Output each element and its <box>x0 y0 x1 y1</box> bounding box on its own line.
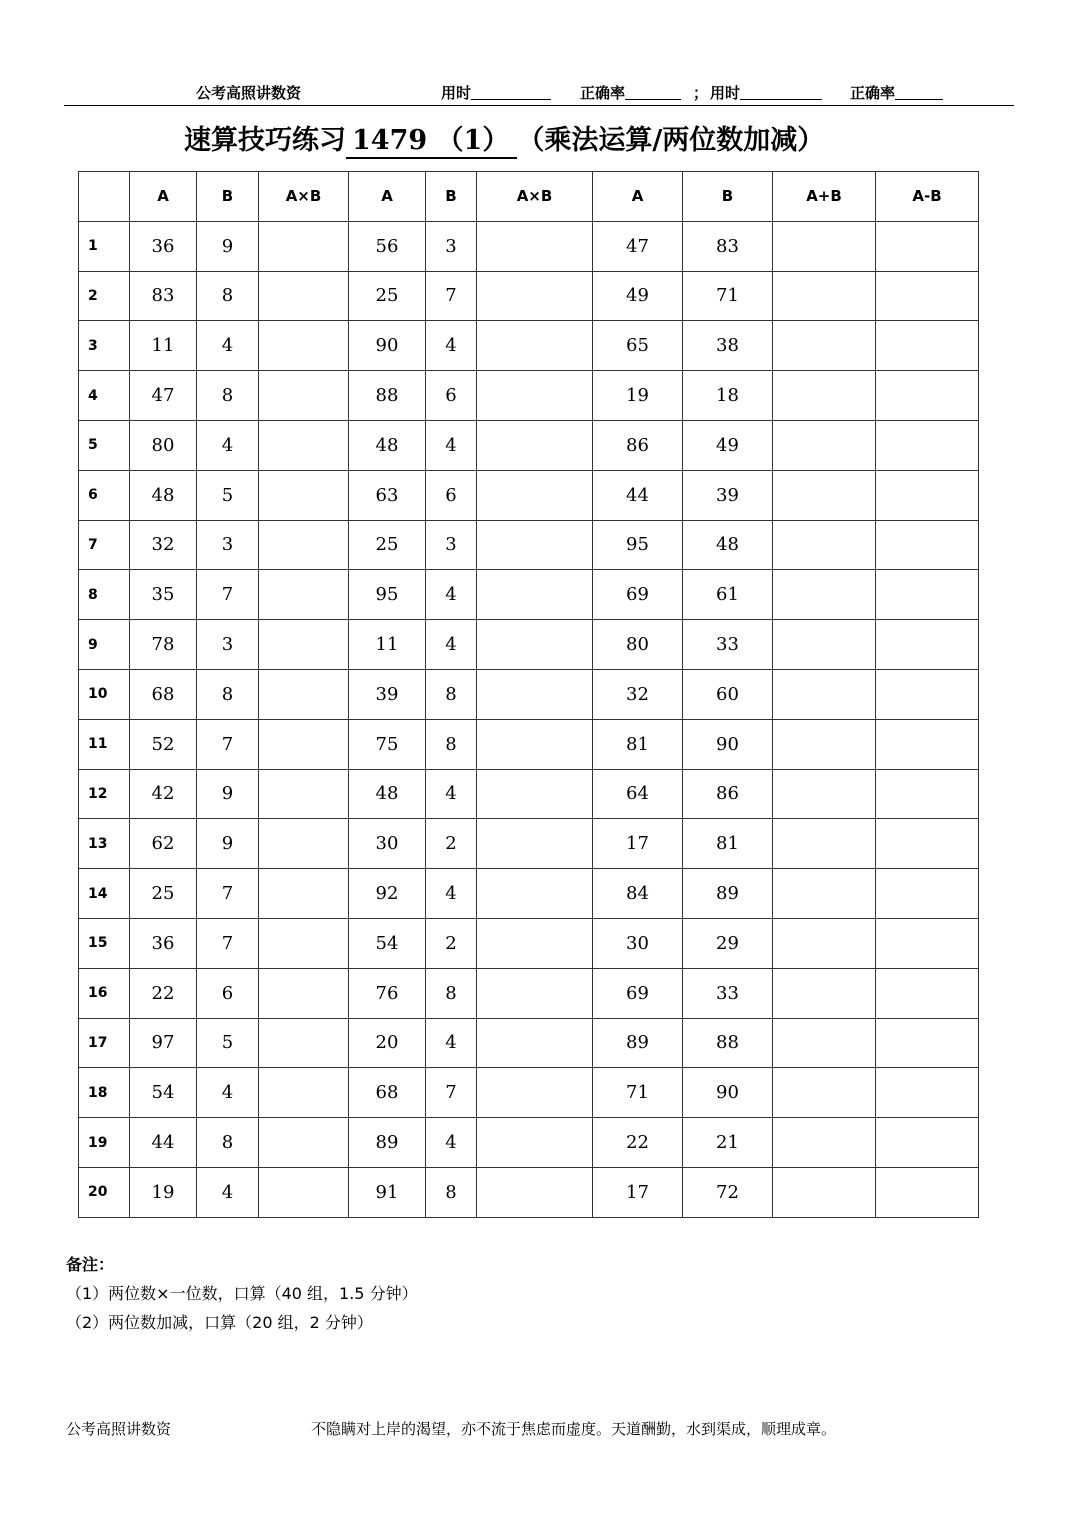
sum-answer-cell[interactable] <box>773 1167 876 1217</box>
header-divider <box>64 105 1014 106</box>
add-b-cell: 61 <box>683 570 773 620</box>
mul2-b-cell: 8 <box>426 669 477 719</box>
mul2-b-cell: 4 <box>426 769 477 819</box>
header-cell: A×B <box>259 172 349 222</box>
difference-answer-cell[interactable] <box>876 221 979 271</box>
add-a-cell: 65 <box>593 321 683 371</box>
title-suffix: （乘法运算/两位数加减） <box>517 125 825 156</box>
table-row <box>79 321 979 371</box>
time-blank-2 <box>740 85 822 100</box>
mul1-b-cell: 4 <box>197 420 259 470</box>
mul2-a-cell: 76 <box>349 968 426 1018</box>
sum-answer-cell[interactable] <box>773 1068 876 1118</box>
notes-line-1: （1）两位数×一位数，口算（40 组，1.5 分钟） <box>66 1284 418 1303</box>
sum-answer-cell[interactable] <box>773 620 876 670</box>
mul2-answer-cell[interactable] <box>477 371 593 421</box>
row-index: 16 <box>79 968 130 1018</box>
mul2-b-cell: 3 <box>426 221 477 271</box>
mul1-a-cell: 36 <box>130 918 197 968</box>
mul2-answer-cell[interactable] <box>477 669 593 719</box>
accuracy-label-1: 正确率 <box>580 84 626 102</box>
title-number: 1479 （1） <box>346 118 517 159</box>
notes-line-2: （2）两位数加减，口算（20 组，2 分钟） <box>66 1313 373 1332</box>
mul1-b-cell: 7 <box>197 719 259 769</box>
add-a-cell: 19 <box>593 371 683 421</box>
mul1-a-cell: 78 <box>130 620 197 670</box>
mul2-b-cell: 4 <box>426 420 477 470</box>
mul2-a-cell: 92 <box>349 869 426 919</box>
mul1-answer-cell[interactable] <box>259 1167 349 1217</box>
mul2-answer-cell[interactable] <box>477 620 593 670</box>
mul2-answer-cell[interactable] <box>477 271 593 321</box>
row-index: 18 <box>79 1068 130 1118</box>
add-b-cell: 88 <box>683 1018 773 1068</box>
sum-answer-cell[interactable] <box>773 321 876 371</box>
mul2-a-cell: 20 <box>349 1018 426 1068</box>
sum-answer-cell[interactable] <box>773 520 876 570</box>
mul2-answer-cell[interactable] <box>477 719 593 769</box>
table-header-row <box>79 172 979 222</box>
table-row <box>79 1118 979 1168</box>
difference-answer-cell[interactable] <box>876 371 979 421</box>
table-row <box>79 968 979 1018</box>
sum-answer-cell[interactable] <box>773 470 876 520</box>
mul1-b-cell: 7 <box>197 918 259 968</box>
table-row <box>79 371 979 421</box>
add-b-cell: 39 <box>683 470 773 520</box>
mul2-answer-cell[interactable] <box>477 1068 593 1118</box>
table-row <box>79 570 979 620</box>
row-index: 13 <box>79 819 130 869</box>
practice-table <box>78 171 979 1218</box>
mul2-b-cell: 4 <box>426 869 477 919</box>
mul2-b-cell: 7 <box>426 1068 477 1118</box>
table-body <box>79 221 979 1217</box>
mul1-b-cell: 8 <box>197 371 259 421</box>
mul1-a-cell: 68 <box>130 669 197 719</box>
add-a-cell: 64 <box>593 769 683 819</box>
mul2-answer-cell[interactable] <box>477 1167 593 1217</box>
mul2-a-cell: 75 <box>349 719 426 769</box>
accuracy-field-2 <box>850 82 943 103</box>
difference-answer-cell[interactable] <box>876 669 979 719</box>
difference-answer-cell[interactable] <box>876 570 979 620</box>
mul2-answer-cell[interactable] <box>477 1018 593 1068</box>
mul1-b-cell: 3 <box>197 520 259 570</box>
mul1-answer-cell[interactable] <box>259 968 349 1018</box>
mul1-b-cell: 9 <box>197 769 259 819</box>
add-b-cell: 49 <box>683 420 773 470</box>
row-index: 20 <box>79 1167 130 1217</box>
row-index: 4 <box>79 371 130 421</box>
mul2-a-cell: 48 <box>349 769 426 819</box>
add-a-cell: 22 <box>593 1118 683 1168</box>
add-a-cell: 17 <box>593 819 683 869</box>
mul1-a-cell: 83 <box>130 271 197 321</box>
mul2-b-cell: 3 <box>426 520 477 570</box>
mul2-b-cell: 8 <box>426 968 477 1018</box>
mul1-answer-cell[interactable] <box>259 470 349 520</box>
sum-answer-cell[interactable] <box>773 719 876 769</box>
notes-title: 备注： <box>66 1255 115 1274</box>
row-index: 9 <box>79 620 130 670</box>
mul2-b-cell: 4 <box>426 321 477 371</box>
difference-answer-cell[interactable] <box>876 1167 979 1217</box>
mul2-answer-cell[interactable] <box>477 520 593 570</box>
table-row <box>79 869 979 919</box>
mul2-b-cell: 4 <box>426 1018 477 1068</box>
sum-answer-cell[interactable] <box>773 271 876 321</box>
mul2-answer-cell[interactable] <box>477 420 593 470</box>
add-b-cell: 90 <box>683 719 773 769</box>
sum-answer-cell[interactable] <box>773 1118 876 1168</box>
row-index: 19 <box>79 1118 130 1168</box>
mul2-answer-cell[interactable] <box>477 968 593 1018</box>
add-b-cell: 29 <box>683 918 773 968</box>
mul2-answer-cell[interactable] <box>477 470 593 520</box>
difference-answer-cell[interactable] <box>876 769 979 819</box>
table-row <box>79 918 979 968</box>
page-title <box>184 118 824 158</box>
row-index: 10 <box>79 669 130 719</box>
sum-answer-cell[interactable] <box>773 869 876 919</box>
mul1-a-cell: 62 <box>130 819 197 869</box>
mul2-b-cell: 7 <box>426 271 477 321</box>
mul2-a-cell: 25 <box>349 271 426 321</box>
header-cell: A <box>130 172 197 222</box>
add-a-cell: 81 <box>593 719 683 769</box>
table-row <box>79 1018 979 1068</box>
row-index: 11 <box>79 719 130 769</box>
mul2-a-cell: 68 <box>349 1068 426 1118</box>
mul2-b-cell: 4 <box>426 1118 477 1168</box>
mul1-b-cell: 5 <box>197 1018 259 1068</box>
difference-answer-cell[interactable] <box>876 869 979 919</box>
mul1-b-cell: 4 <box>197 1167 259 1217</box>
mul1-b-cell: 5 <box>197 470 259 520</box>
mul2-b-cell: 8 <box>426 1167 477 1217</box>
mul2-a-cell: 48 <box>349 420 426 470</box>
add-b-cell: 33 <box>683 968 773 1018</box>
mul2-b-cell: 6 <box>426 371 477 421</box>
row-index: 17 <box>79 1018 130 1068</box>
time-blank-1 <box>471 85 551 100</box>
mul2-a-cell: 54 <box>349 918 426 968</box>
difference-answer-cell[interactable] <box>876 1068 979 1118</box>
add-a-cell: 44 <box>593 470 683 520</box>
mul1-answer-cell[interactable] <box>259 221 349 271</box>
add-b-cell: 33 <box>683 620 773 670</box>
row-index: 15 <box>79 918 130 968</box>
mul2-a-cell: 25 <box>349 520 426 570</box>
add-a-cell: 84 <box>593 869 683 919</box>
difference-answer-cell[interactable] <box>876 819 979 869</box>
header-separator: ； <box>693 84 709 102</box>
table-row <box>79 719 979 769</box>
add-b-cell: 18 <box>683 371 773 421</box>
add-a-cell: 17 <box>593 1167 683 1217</box>
mul1-b-cell: 8 <box>197 271 259 321</box>
mul1-answer-cell[interactable] <box>259 520 349 570</box>
mul2-a-cell: 88 <box>349 371 426 421</box>
mul2-b-cell: 8 <box>426 719 477 769</box>
header-cell: B <box>426 172 477 222</box>
table-row <box>79 819 979 869</box>
mul2-answer-cell[interactable] <box>477 769 593 819</box>
add-b-cell: 81 <box>683 819 773 869</box>
add-b-cell: 48 <box>683 520 773 570</box>
table-row <box>79 221 979 271</box>
page-header <box>0 80 1080 104</box>
mul1-a-cell: 36 <box>130 221 197 271</box>
table-row <box>79 420 979 470</box>
mul2-a-cell: 30 <box>349 819 426 869</box>
table-row <box>79 769 979 819</box>
difference-answer-cell[interactable] <box>876 918 979 968</box>
sum-answer-cell[interactable] <box>773 769 876 819</box>
table-row <box>79 1068 979 1118</box>
add-b-cell: 21 <box>683 1118 773 1168</box>
add-b-cell: 71 <box>683 271 773 321</box>
sum-answer-cell[interactable] <box>773 968 876 1018</box>
header-cell: B <box>197 172 259 222</box>
add-a-cell: 89 <box>593 1018 683 1068</box>
add-b-cell: 83 <box>683 221 773 271</box>
table-row <box>79 669 979 719</box>
mul1-answer-cell[interactable] <box>259 1018 349 1068</box>
sum-answer-cell[interactable] <box>773 221 876 271</box>
mul2-answer-cell[interactable] <box>477 918 593 968</box>
mul1-a-cell: 54 <box>130 1068 197 1118</box>
mul1-b-cell: 8 <box>197 1118 259 1168</box>
mul1-answer-cell[interactable] <box>259 869 349 919</box>
header-cell: A+B <box>773 172 876 222</box>
sum-answer-cell[interactable] <box>773 1018 876 1068</box>
mul1-a-cell: 80 <box>130 420 197 470</box>
time-field-2 <box>710 82 822 103</box>
difference-answer-cell[interactable] <box>876 470 979 520</box>
mul2-b-cell: 6 <box>426 470 477 520</box>
footer-motto: 不隐瞒对上岸的渴望，亦不流于焦虑而虚度。天道酬勤，水到渠成，顺理成章。 <box>311 1420 837 1438</box>
mul1-answer-cell[interactable] <box>259 1118 349 1168</box>
mul2-b-cell: 2 <box>426 918 477 968</box>
sum-answer-cell[interactable] <box>773 570 876 620</box>
row-index: 5 <box>79 420 130 470</box>
mul2-answer-cell[interactable] <box>477 570 593 620</box>
difference-answer-cell[interactable] <box>876 719 979 769</box>
add-a-cell: 69 <box>593 968 683 1018</box>
difference-answer-cell[interactable] <box>876 620 979 670</box>
accuracy-blank-1 <box>625 85 681 100</box>
mul2-a-cell: 11 <box>349 620 426 670</box>
table-row <box>79 620 979 670</box>
mul1-answer-cell[interactable] <box>259 819 349 869</box>
accuracy-blank-2 <box>895 85 943 100</box>
add-a-cell: 69 <box>593 570 683 620</box>
table-row <box>79 520 979 570</box>
time-field-1 <box>441 82 551 103</box>
mul1-a-cell: 22 <box>130 968 197 1018</box>
add-a-cell: 80 <box>593 620 683 670</box>
mul1-b-cell: 4 <box>197 321 259 371</box>
mul2-a-cell: 63 <box>349 470 426 520</box>
mul1-a-cell: 52 <box>130 719 197 769</box>
mul1-a-cell: 32 <box>130 520 197 570</box>
header-cell: A×B <box>477 172 593 222</box>
mul1-b-cell: 7 <box>197 869 259 919</box>
mul2-answer-cell[interactable] <box>477 1118 593 1168</box>
table-row <box>79 470 979 520</box>
row-index: 14 <box>79 869 130 919</box>
mul1-answer-cell[interactable] <box>259 918 349 968</box>
difference-answer-cell[interactable] <box>876 271 979 321</box>
difference-answer-cell[interactable] <box>876 1018 979 1068</box>
mul2-a-cell: 39 <box>349 669 426 719</box>
table-row <box>79 271 979 321</box>
mul1-a-cell: 47 <box>130 371 197 421</box>
difference-answer-cell[interactable] <box>876 968 979 1018</box>
header-cell <box>79 172 130 222</box>
mul1-answer-cell[interactable] <box>259 719 349 769</box>
add-b-cell: 89 <box>683 869 773 919</box>
mul1-a-cell: 25 <box>130 869 197 919</box>
row-index: 2 <box>79 271 130 321</box>
mul1-b-cell: 8 <box>197 669 259 719</box>
mul1-answer-cell[interactable] <box>259 271 349 321</box>
accuracy-label-2: 正确率 <box>850 84 896 102</box>
sum-answer-cell[interactable] <box>773 371 876 421</box>
header-cell: B <box>683 172 773 222</box>
mul1-b-cell: 3 <box>197 620 259 670</box>
notes-section <box>66 1250 418 1337</box>
add-b-cell: 86 <box>683 769 773 819</box>
mul1-b-cell: 6 <box>197 968 259 1018</box>
mul1-a-cell: 97 <box>130 1018 197 1068</box>
mul2-answer-cell[interactable] <box>477 321 593 371</box>
add-a-cell: 47 <box>593 221 683 271</box>
difference-answer-cell[interactable] <box>876 1118 979 1168</box>
mul1-answer-cell[interactable] <box>259 669 349 719</box>
mul1-answer-cell[interactable] <box>259 1068 349 1118</box>
sum-answer-cell[interactable] <box>773 918 876 968</box>
mul2-a-cell: 95 <box>349 570 426 620</box>
mul1-b-cell: 7 <box>197 570 259 620</box>
mul2-answer-cell[interactable] <box>477 819 593 869</box>
mul1-answer-cell[interactable] <box>259 371 349 421</box>
mul1-a-cell: 48 <box>130 470 197 520</box>
difference-answer-cell[interactable] <box>876 420 979 470</box>
mul2-a-cell: 56 <box>349 221 426 271</box>
mul2-b-cell: 4 <box>426 620 477 670</box>
add-a-cell: 30 <box>593 918 683 968</box>
sum-answer-cell[interactable] <box>773 669 876 719</box>
mul1-a-cell: 44 <box>130 1118 197 1168</box>
row-index: 8 <box>79 570 130 620</box>
header-cell: A <box>593 172 683 222</box>
mul1-a-cell: 35 <box>130 570 197 620</box>
add-b-cell: 38 <box>683 321 773 371</box>
mul1-b-cell: 9 <box>197 819 259 869</box>
title-prefix: 速算技巧练习 <box>184 125 346 156</box>
add-a-cell: 49 <box>593 271 683 321</box>
mul1-a-cell: 19 <box>130 1167 197 1217</box>
add-a-cell: 32 <box>593 669 683 719</box>
sum-answer-cell[interactable] <box>773 819 876 869</box>
mul2-b-cell: 2 <box>426 819 477 869</box>
add-a-cell: 95 <box>593 520 683 570</box>
mul2-answer-cell[interactable] <box>477 221 593 271</box>
difference-answer-cell[interactable] <box>876 520 979 570</box>
mul1-answer-cell[interactable] <box>259 420 349 470</box>
mul1-answer-cell[interactable] <box>259 620 349 670</box>
row-index: 6 <box>79 470 130 520</box>
row-index: 7 <box>79 520 130 570</box>
add-b-cell: 60 <box>683 669 773 719</box>
accuracy-field-1 <box>580 82 681 103</box>
time-label-1: 用时 <box>441 84 472 102</box>
mul1-answer-cell[interactable] <box>259 769 349 819</box>
header-brand: 公考高照讲数资 <box>196 84 302 102</box>
add-a-cell: 71 <box>593 1068 683 1118</box>
mul2-a-cell: 91 <box>349 1167 426 1217</box>
mul1-a-cell: 11 <box>130 321 197 371</box>
mul1-a-cell: 42 <box>130 769 197 819</box>
mul2-answer-cell[interactable] <box>477 869 593 919</box>
add-b-cell: 72 <box>683 1167 773 1217</box>
mul1-answer-cell[interactable] <box>259 570 349 620</box>
footer-brand: 公考高照讲数资 <box>66 1420 172 1438</box>
table-row <box>79 1167 979 1217</box>
add-b-cell: 90 <box>683 1068 773 1118</box>
add-a-cell: 86 <box>593 420 683 470</box>
row-index: 3 <box>79 321 130 371</box>
mul2-a-cell: 89 <box>349 1118 426 1168</box>
header-cell: A <box>349 172 426 222</box>
sum-answer-cell[interactable] <box>773 420 876 470</box>
difference-answer-cell[interactable] <box>876 321 979 371</box>
mul2-a-cell: 90 <box>349 321 426 371</box>
time-label-2: 用时 <box>710 84 741 102</box>
row-index: 12 <box>79 769 130 819</box>
mul2-b-cell: 4 <box>426 570 477 620</box>
mul1-b-cell: 9 <box>197 221 259 271</box>
mul1-b-cell: 4 <box>197 1068 259 1118</box>
header-cell: A-B <box>876 172 979 222</box>
row-index: 1 <box>79 221 130 271</box>
mul1-answer-cell[interactable] <box>259 321 349 371</box>
